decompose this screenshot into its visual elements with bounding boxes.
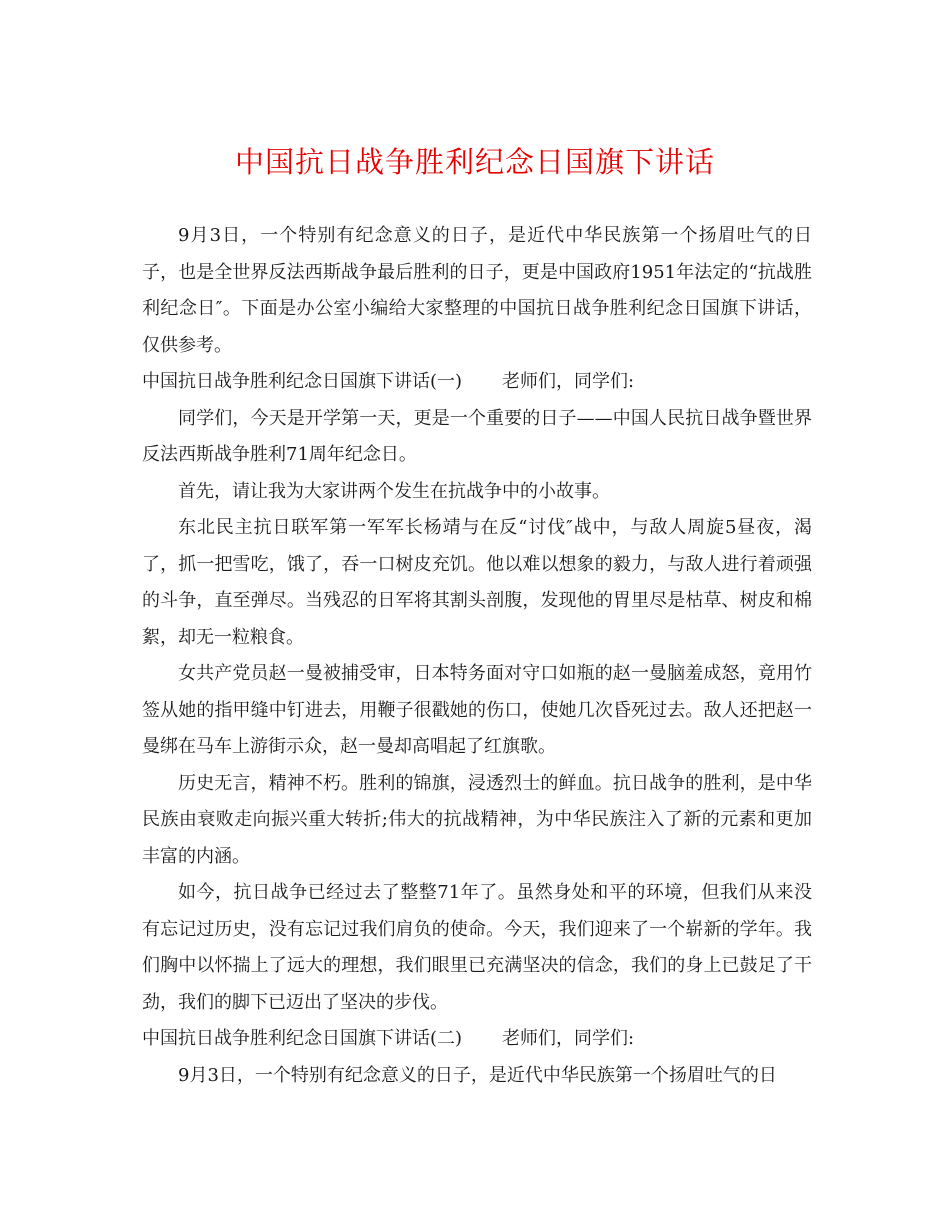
section-2-first-line: 9月3日，一个特别有纪念意义的日子，是近代中华民族第一个扬眉吐气的日	[178, 1064, 777, 1086]
document-title: 中国抗日战争胜利纪念日国旗下讲话	[234, 145, 715, 179]
section-2-heading-line	[142, 1021, 812, 1058]
section-1-paragraph: 首先，请让我为大家讲两个发生在抗战争中的小故事。	[178, 480, 610, 502]
section-2-salutation: 老师们，同学们:	[502, 1028, 635, 1049]
intro-paragraph: 9月3日，一个特别有纪念意义的日子，是近代中华民族第一个扬眉吐气的日子，也是全世界反法西斯战争最后胜利的日子，更是中国政府1951年法定的“抗战胜利纪念日″。下面是办公室小编给大家整理的中国抗日战争胜利纪念日国旗下讲话，仅供参考。	[142, 225, 812, 356]
section-1-paragraph: 如今，抗日战争已经过去了整整71年了。虽然身处和平的环境，但我们从来没有忘记过历史，没有忘记过我们肩负的使命。今天，我们迎来了一个崭新的学年。我们胸中以怀揣上了远大的理想，我们眼里已充满坚决的信念，我们的身上已鼓足了干劲，我们的脚下已迈出了坚决的步伐。	[142, 882, 812, 1013]
section-1-paragraph: 历史无言，精神不朽。胜利的锦旗，浸透烈士的鲜血。抗日战争的胜利，是中华民族由衰败走向振兴重大转折;伟大的抗战精神，为中华民族注入了新的元素和更加丰富的内涵。	[142, 772, 812, 867]
section-1-paragraph: 东北民主抗日联军第一军军长杨靖与在反“讨伐″战中，与敌人周旋5昼夜，渴了，抓一把雪吃，饿了，吞一口树皮充饥。他以难以想象的毅力，与敌人进行着顽强的斗争，直至弹尽。当残忍的日军将其割头剖腹，发现他的胃里尽是枯草、树皮和棉絮，却无一粒粮食。	[142, 517, 812, 648]
section-1-heading-line	[142, 364, 812, 401]
section-1-salutation: 老师们，同学们:	[502, 371, 635, 392]
section-1-heading: 中国抗日战争胜利纪念日国旗下讲话(一)	[142, 371, 463, 392]
section-1-paragraph: 女共产党员赵一曼被捕受审，日本特务面对守口如瓶的赵一曼脑羞成怒，竟用竹签从她的指甲缝中钉进去，用鞭子很戳她的伤口，使她几次昏死过去。敌人还把赵一曼绑在马车上游街示众，赵一曼却高唱起了红旗歌。	[142, 663, 812, 757]
document-body	[142, 218, 812, 1094]
section-2-heading: 中国抗日战争胜利纪念日国旗下讲话(二)	[142, 1028, 463, 1049]
section-1-paragraph: 同学们，今天是开学第一天，更是一个重要的日子——中国人民抗日战争暨世界反法西斯战争胜利71周年纪念日。	[142, 407, 812, 465]
